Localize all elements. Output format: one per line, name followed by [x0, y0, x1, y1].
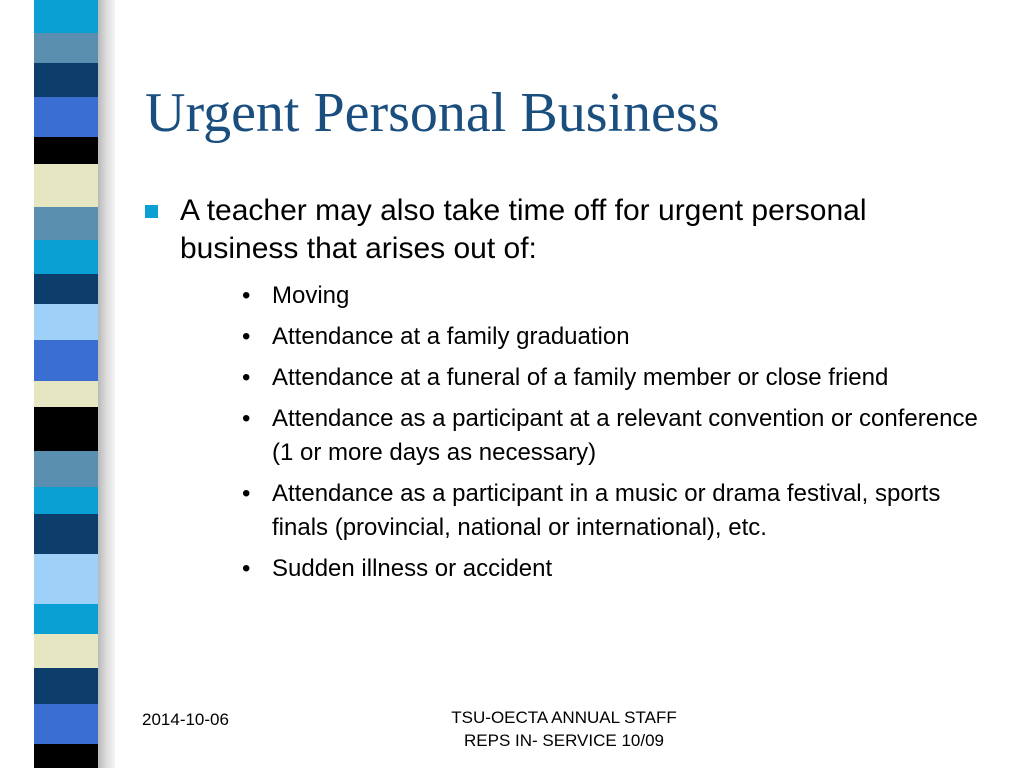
main-bullet	[145, 192, 995, 268]
sub-bullet-item	[240, 552, 1000, 586]
bullet-dot-icon: •	[242, 282, 251, 309]
sub-bullet-item	[240, 477, 1000, 545]
stripe-segment	[34, 274, 98, 304]
sub-bullet-list	[240, 279, 1000, 593]
stripe-segment	[34, 33, 98, 63]
stripe-segment	[34, 137, 98, 164]
stripe-segment	[34, 240, 98, 273]
stripe-segment	[34, 407, 98, 450]
square-bullet-icon	[145, 205, 158, 218]
footer-caption-line-1: TSU-OECTA ANNUAL STAFF	[451, 708, 677, 727]
stripe-segment	[34, 514, 98, 554]
stripe-segment	[34, 554, 98, 604]
stripe-segment	[34, 451, 98, 488]
sub-bullet-text: Attendance at a family graduation	[272, 323, 630, 350]
stripe-segment	[34, 304, 98, 341]
stripe-bars	[34, 0, 98, 768]
stripe-segment	[34, 744, 98, 767]
sub-bullet-item	[240, 402, 1000, 470]
stripe-shadow	[98, 0, 115, 768]
sub-bullet-text: Attendance as a participant at a relevant convention or conference (1 or more days as necessary)	[272, 405, 978, 466]
bullet-dot-icon: •	[242, 364, 251, 391]
sub-bullet-text: Attendance as a participant in a music or drama festival, sports finals (provincial, national or international), etc.	[272, 480, 941, 541]
footer-caption	[389, 706, 739, 752]
stripe-segment	[34, 634, 98, 667]
stripe-segment	[34, 0, 98, 33]
sub-bullet-text: Sudden illness or accident	[272, 555, 553, 582]
decorative-stripe-column	[0, 0, 115, 768]
bullet-dot-icon: •	[242, 480, 251, 507]
main-bullet-text: A teacher may also take time off for urgent personal business that arises out of:	[180, 194, 867, 265]
footer-date: 2014-10-06	[142, 710, 229, 729]
sub-bullet-text: Attendance at a funeral of a family member or close friend	[272, 364, 889, 391]
bullet-dot-icon: •	[242, 405, 251, 432]
sub-bullet-text: Moving	[272, 282, 350, 309]
stripe-segment	[34, 704, 98, 744]
stripe-segment	[34, 63, 98, 96]
sub-bullet-item	[240, 279, 1000, 313]
stripe-segment	[34, 487, 98, 514]
slide-title: Urgent Personal Business	[145, 82, 720, 144]
stripe-segment	[34, 207, 98, 240]
stripe-segment	[34, 97, 98, 137]
footer-caption-line-2: REPS IN- SERVICE 10/09	[464, 731, 664, 750]
stripe-segment	[34, 340, 98, 380]
stripe-segment	[34, 668, 98, 705]
stripe-segment	[34, 604, 98, 634]
bullet-dot-icon: •	[242, 323, 251, 350]
sub-bullet-item	[240, 320, 1000, 354]
stripe-segment	[34, 381, 98, 408]
bullet-dot-icon: •	[242, 555, 251, 582]
stripe-segment	[34, 164, 98, 207]
sub-bullet-item	[240, 361, 1000, 395]
